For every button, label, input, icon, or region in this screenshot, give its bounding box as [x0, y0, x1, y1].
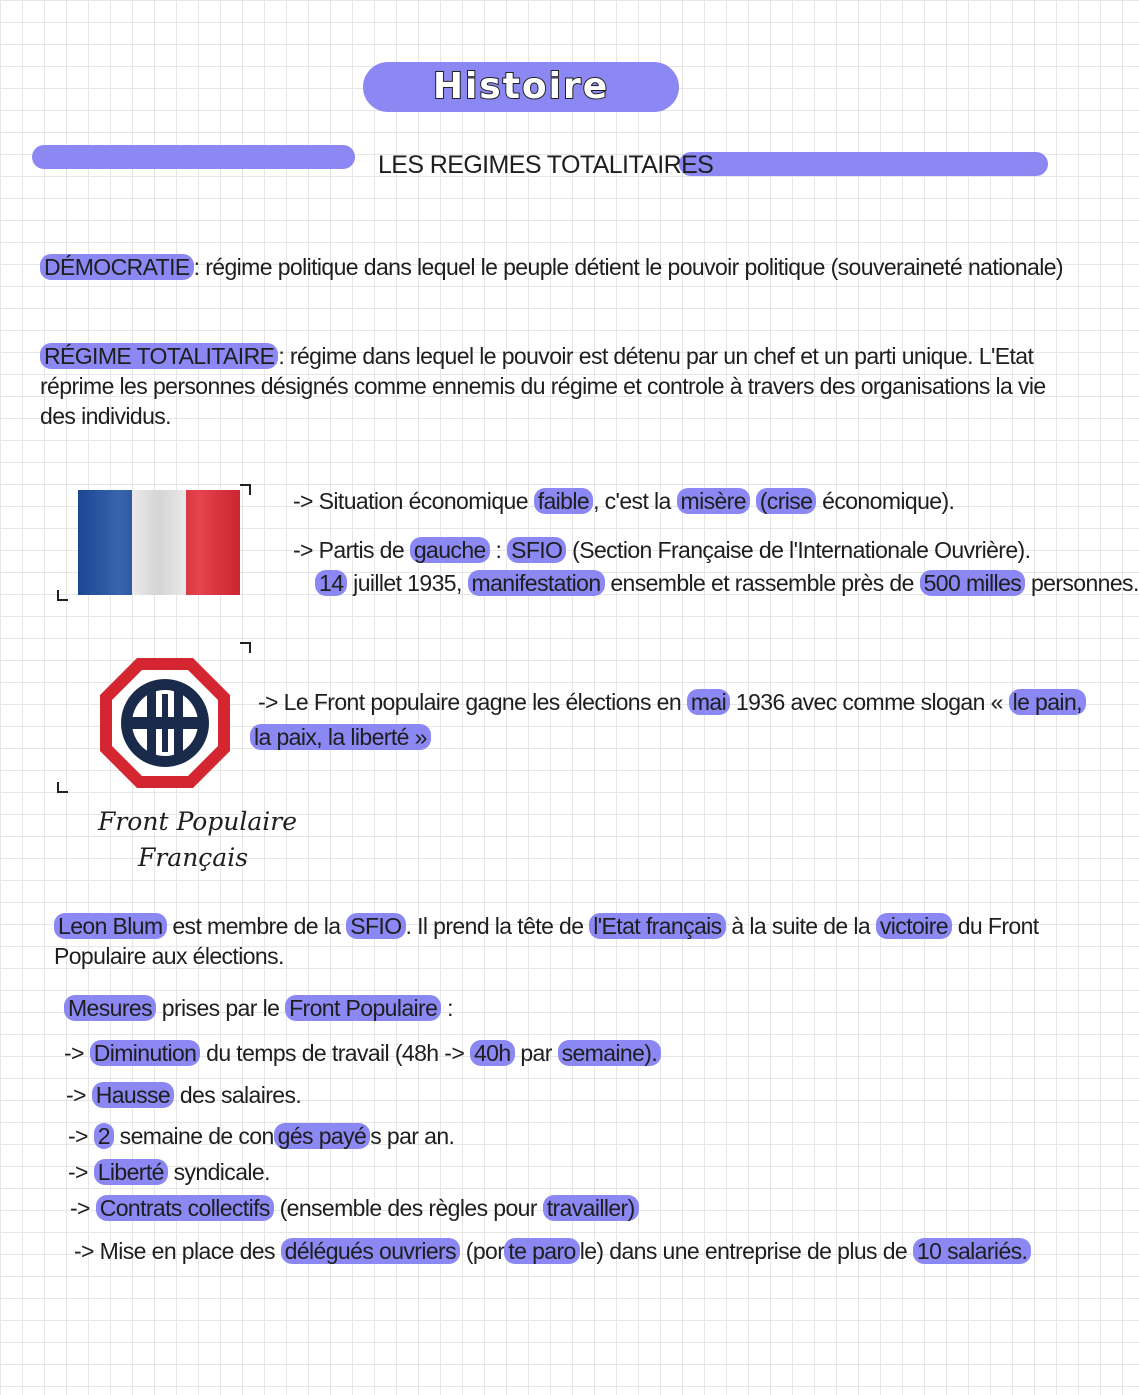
blum-line-2: Populaire aux élections. — [54, 943, 284, 969]
highlight: Diminution — [90, 1040, 201, 1066]
highlight: Front Populaire — [285, 995, 441, 1021]
title-pill — [363, 62, 679, 112]
highlight: gauche — [410, 537, 490, 563]
highlight: te paro — [504, 1238, 579, 1264]
text: personnes. — [1025, 570, 1139, 596]
image-corner-bl — [57, 590, 68, 601]
text: économique). — [816, 488, 955, 514]
mesure-item-3 — [68, 1121, 454, 1151]
text: -> Le Front populaire gagne les élections en — [258, 689, 687, 715]
text: -> — [68, 1159, 94, 1185]
highlight: (crise — [756, 488, 817, 514]
right-decor-bar — [679, 152, 1048, 176]
page-subtitle: LES REGIMES TOTALITAIRES — [378, 151, 714, 179]
highlight: 500 milles — [920, 570, 1026, 596]
text: semaine de con — [113, 1123, 274, 1149]
text: -> — [70, 1195, 96, 1221]
text: par — [514, 1040, 558, 1066]
image-corner-tr — [240, 484, 251, 495]
text: ensemble et rassemble près de — [604, 570, 920, 596]
text: s par an. — [370, 1123, 455, 1149]
highlight: Mesures — [64, 995, 156, 1021]
text: des salaires. — [174, 1082, 302, 1108]
text: 1936 avec comme slogan « — [730, 689, 1009, 715]
france-flag-image — [78, 490, 240, 595]
text: du Front — [951, 913, 1039, 939]
highlight: l'Etat français — [589, 913, 725, 939]
text: juillet 1935, — [347, 570, 468, 596]
highlight: victoire — [876, 913, 952, 939]
front-line-2 — [250, 722, 431, 752]
highlight: SFIO — [507, 537, 566, 563]
france-line-1 — [293, 486, 954, 516]
mesure-item-6 — [74, 1236, 1031, 1266]
text — [750, 488, 756, 514]
text: -> — [68, 1123, 94, 1149]
image-corner-tr — [240, 642, 251, 653]
logo-caption-line1: Front Populaire — [98, 807, 298, 836]
text: . Il prend la tête de — [405, 913, 590, 939]
highlight: gés payé — [274, 1123, 371, 1149]
mesure-item-5 — [70, 1193, 639, 1223]
highlight: misère — [677, 488, 750, 514]
highlight: la paix, la liberté » — [250, 724, 431, 750]
france-line-3 — [315, 568, 1139, 598]
highlight: semaine). — [558, 1040, 662, 1066]
text: le) dans une entreprise de plus de — [579, 1238, 913, 1264]
totalitaire-line1: : régime dans lequel le pouvoir est détenu par un chef et un parti unique. L'Etat — [278, 343, 1034, 369]
text: du temps de travail (48h -> — [200, 1040, 470, 1066]
front-line-1 — [258, 687, 1086, 717]
democratie-term: DÉMOCRATIE — [40, 254, 194, 280]
highlight: Hausse — [92, 1082, 174, 1108]
mesure-item-4 — [68, 1157, 270, 1187]
highlight: 14 — [315, 570, 347, 596]
democratie-definition — [40, 252, 1063, 282]
highlight: Leon Blum — [54, 913, 167, 939]
highlight: 40h — [470, 1040, 515, 1066]
text: (Section Française de l'Internationale Ouvrière). — [566, 537, 1031, 563]
text: -> — [66, 1082, 92, 1108]
mesures-title — [64, 993, 453, 1023]
logo-caption — [98, 804, 297, 876]
highlight: travailler) — [543, 1195, 639, 1221]
highlight: SFIO — [346, 913, 405, 939]
highlight: Liberté — [94, 1159, 168, 1185]
text: (por — [460, 1238, 505, 1264]
page-title: Histoire — [432, 66, 610, 107]
text: est membre de la — [166, 913, 347, 939]
text: à la suite de la — [725, 913, 876, 939]
image-corner-bl — [57, 782, 68, 793]
highlight: manifestation — [468, 570, 605, 596]
highlight: délégués ouvriers — [281, 1238, 460, 1264]
front-populaire-logo — [98, 656, 232, 790]
text: : — [489, 537, 508, 563]
totalitaire-term: RÉGIME TOTALITAIRE — [40, 343, 278, 369]
text: : — [441, 995, 453, 1021]
text: -> Situation économique — [293, 488, 534, 514]
highlight: le pain, — [1009, 689, 1086, 715]
totalitaire-line2: réprime les personnes désignés comme ennemis du régime et controle à travers des organisations la vie — [40, 373, 1046, 399]
mesure-item-2 — [66, 1080, 301, 1110]
text: prises par le — [156, 995, 286, 1021]
logo-caption-line2: Français — [138, 843, 249, 872]
text: -> — [64, 1040, 90, 1066]
highlight: mai — [687, 689, 730, 715]
text: syndicale. — [167, 1159, 270, 1185]
highlight: 2 — [94, 1123, 114, 1149]
text: (ensemble des règles pour — [273, 1195, 543, 1221]
totalitaire-definition — [40, 341, 1046, 431]
highlight: faible — [534, 488, 593, 514]
mesure-item-1 — [64, 1038, 661, 1068]
totalitaire-line3: des individus. — [40, 403, 171, 429]
highlight: Contrats collectifs — [96, 1195, 274, 1221]
highlight: 10 salariés. — [913, 1238, 1031, 1264]
blum-paragraph — [54, 911, 1039, 971]
text: -> Partis de — [293, 537, 410, 563]
democratie-text: : régime politique dans lequel le peuple détient le pouvoir politique (souveraineté nationale) — [193, 254, 1063, 280]
france-line-2 — [293, 535, 1030, 565]
left-decor-bar — [32, 145, 355, 169]
text: -> Mise en place des — [74, 1238, 281, 1264]
text: , c'est la — [593, 488, 677, 514]
